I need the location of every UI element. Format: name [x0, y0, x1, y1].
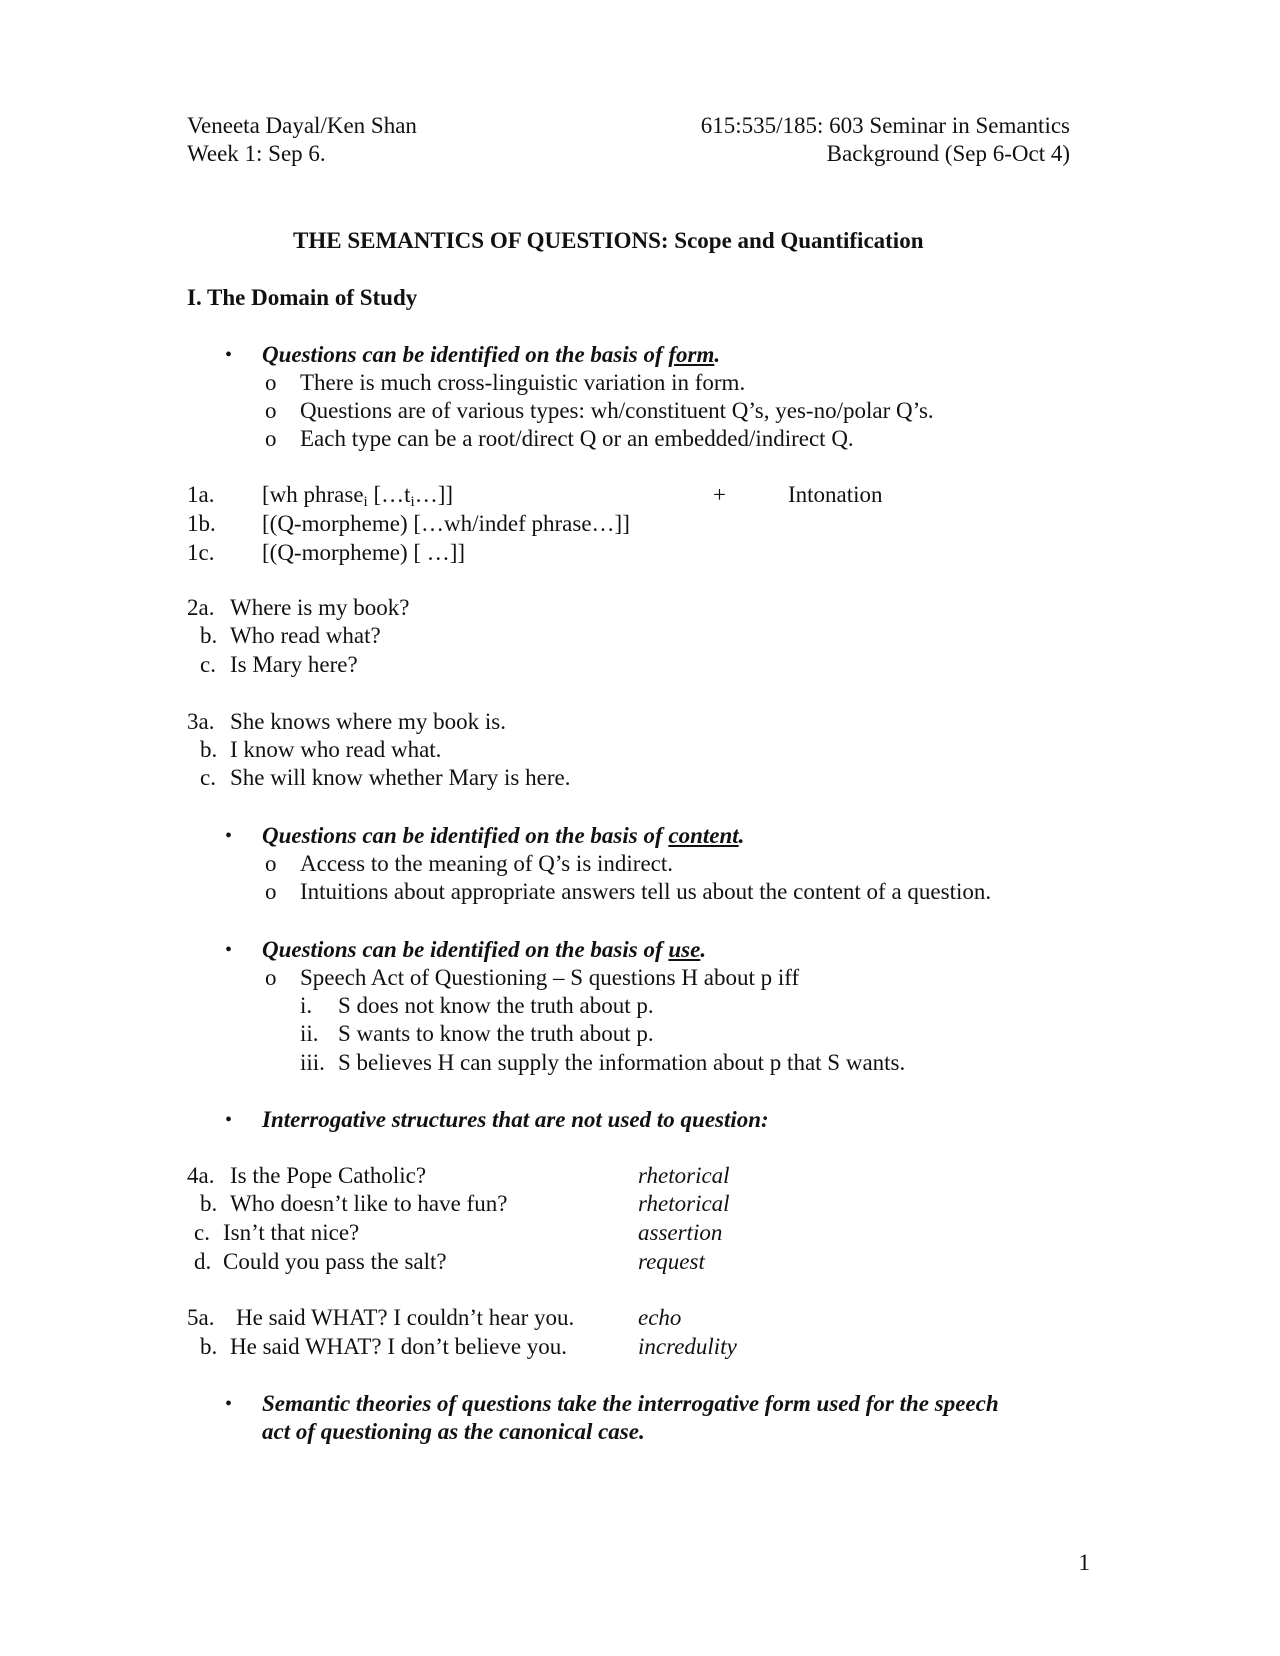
example-number: 1a.	[187, 482, 215, 507]
example-text: Who read what?	[230, 623, 381, 648]
use-lead: Questions can be identified on the basis of use.	[262, 937, 707, 962]
example-label: assertion	[638, 1220, 723, 1245]
example-number: 2a.	[187, 595, 215, 620]
example-number: 5a.	[187, 1305, 215, 1330]
use-keyword: use	[668, 937, 701, 962]
example-text: She will know whether Mary is here.	[230, 765, 571, 790]
roman-number: ii.	[300, 1021, 319, 1046]
example-label: rhetorical	[638, 1191, 730, 1216]
circle-bullet-icon: o	[265, 965, 277, 990]
example-text: Could you pass the salt?	[223, 1249, 447, 1274]
example-number: d.	[194, 1249, 212, 1274]
bullet-icon: •	[225, 344, 233, 366]
example-number: c.	[200, 765, 216, 790]
content-lead: Questions can be identified on the basis of content.	[262, 823, 745, 848]
example-text: Is the Pope Catholic?	[230, 1163, 427, 1188]
form-sub-item: Questions are of various types: wh/constituent Q’s, yes-no/polar Q’s.	[300, 398, 934, 423]
example-number: c.	[200, 652, 216, 677]
example-number: b.	[200, 1334, 218, 1359]
bullet-icon: •	[225, 1393, 233, 1415]
example-number: b.	[200, 1191, 218, 1216]
example-text: Is Mary here?	[230, 652, 358, 677]
content-sub-item: Intuitions about appropriate answers tell us about the content of a question.	[300, 879, 992, 904]
page-title: THE SEMANTICS OF QUESTIONS: Scope and Quantification	[293, 228, 924, 253]
roman-number: iii.	[300, 1050, 325, 1075]
form-keyword: form	[668, 342, 715, 367]
nonquestion-lead: Interrogative structures that are not used to question:	[262, 1107, 769, 1132]
circle-bullet-icon: o	[265, 851, 277, 876]
roman-number: i.	[300, 993, 313, 1018]
bullet-icon: •	[225, 939, 233, 961]
example-number: b.	[200, 737, 218, 762]
circle-bullet-icon: o	[265, 426, 277, 451]
use-sub-item: Speech Act of Questioning – S questions H about p iff	[300, 965, 800, 990]
example-text: [(Q-morpheme) […wh/indef phrase…]]	[262, 511, 630, 536]
circle-bullet-icon: o	[265, 370, 277, 395]
header-authors: Veneeta Dayal/Ken Shan	[187, 113, 417, 138]
example-number: 3a.	[187, 709, 215, 734]
intonation-label: Intonation	[788, 482, 883, 507]
example-label: incredulity	[638, 1334, 737, 1359]
header-unit: Background (Sep 6-Oct 4)	[826, 141, 1070, 166]
condition-text: S wants to know the truth about p.	[338, 1021, 654, 1046]
plus-sign: +	[713, 482, 726, 507]
content-sub-item: Access to the meaning of Q’s is indirect.	[300, 851, 674, 876]
example-label: echo	[638, 1305, 682, 1330]
example-text: Where is my book?	[230, 595, 410, 620]
bullet-icon: •	[225, 1109, 233, 1131]
example-number: b.	[200, 623, 218, 648]
page-number: 1	[1078, 1550, 1090, 1575]
example-number: 1c.	[187, 540, 215, 565]
example-number: 4a.	[187, 1163, 215, 1188]
example-label: rhetorical	[638, 1163, 730, 1188]
circle-bullet-icon: o	[265, 398, 277, 423]
circle-bullet-icon: o	[265, 879, 277, 904]
example-text: He said WHAT? I don’t believe you.	[230, 1334, 568, 1359]
bullet-icon: •	[225, 825, 233, 847]
section-heading: I. The Domain of Study	[187, 285, 418, 310]
header-course: 615:535/185: 603 Seminar in Semantics	[700, 113, 1070, 138]
example-text: Isn’t that nice?	[223, 1220, 360, 1245]
condition-text: S does not know the truth about p.	[338, 993, 654, 1018]
theories-line: act of questioning as the canonical case.	[262, 1419, 645, 1444]
example-text: [(Q-morpheme) [ …]]	[262, 540, 466, 565]
form-lead: Questions can be identified on the basis of form.	[262, 342, 721, 367]
example-number: c.	[194, 1220, 210, 1245]
theories-line: Semantic theories of questions take the interrogative form used for the speech	[262, 1391, 999, 1416]
example-number: 1b.	[187, 511, 216, 536]
example-text: I know who read what.	[230, 737, 442, 762]
header-week: Week 1: Sep 6.	[187, 141, 326, 166]
condition-text: S believes H can supply the information about p that S wants.	[338, 1050, 906, 1075]
form-sub-item: Each type can be a root/direct Q or an embedded/indirect Q.	[300, 426, 854, 451]
example-text: He said WHAT? I couldn’t hear you.	[236, 1305, 575, 1330]
content-keyword: content	[668, 823, 739, 848]
example-text: Who doesn’t like to have fun?	[230, 1191, 508, 1216]
form-sub-item: There is much cross-linguistic variation in form.	[300, 370, 746, 395]
example-label: request	[638, 1249, 705, 1274]
example-text: [wh phrase$_i$ $[\dots t_i\dots]$]	[262, 482, 454, 510]
example-text: She knows where my book is.	[230, 709, 506, 734]
